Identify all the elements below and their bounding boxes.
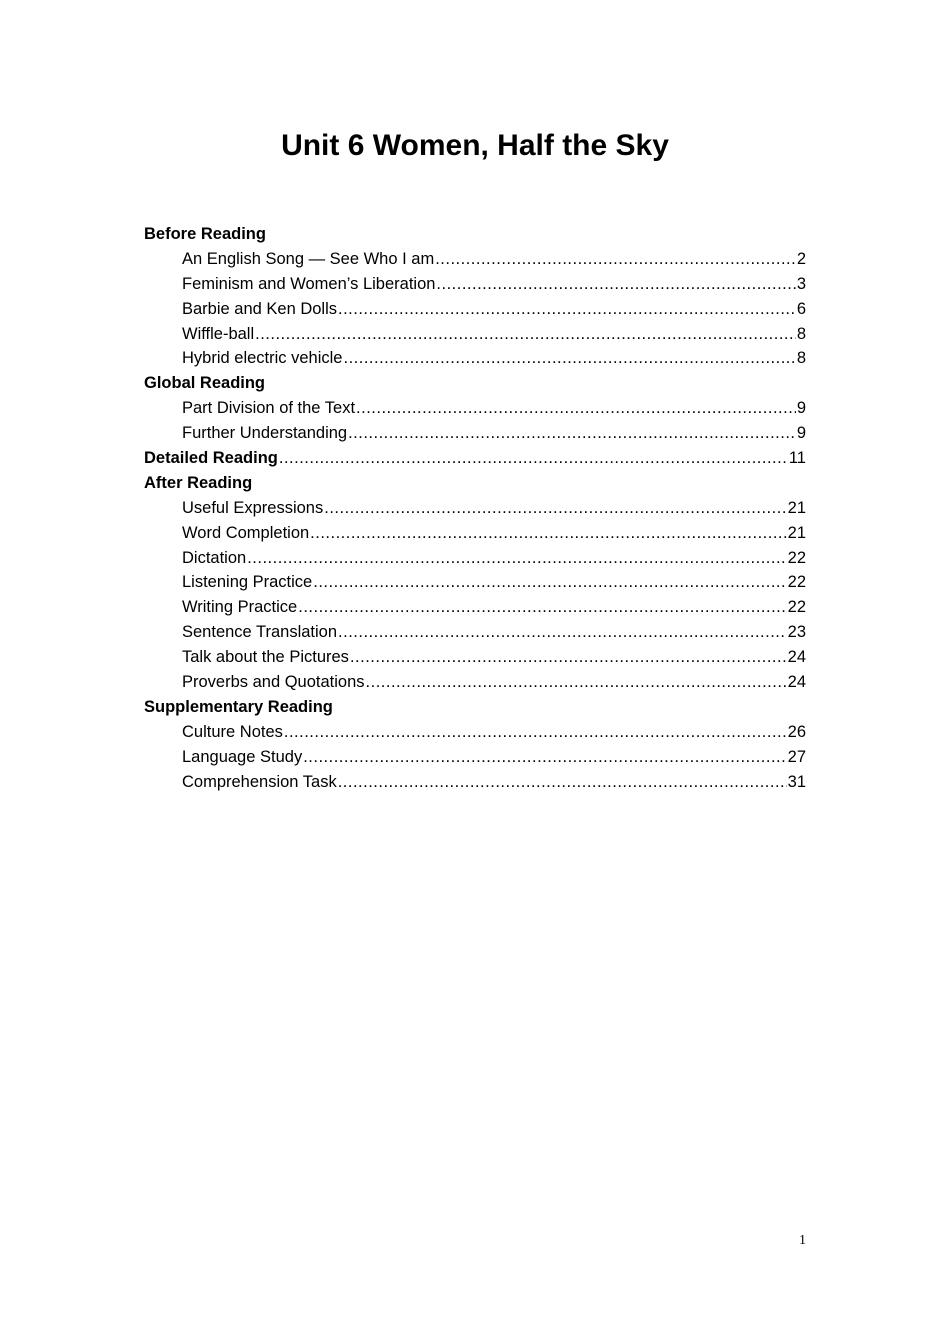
toc-dot-leader bbox=[298, 595, 786, 620]
toc-entry-title: Useful Expressions bbox=[182, 498, 324, 517]
toc-entry-title: Part Division of the Text bbox=[182, 399, 356, 418]
toc-section-heading bbox=[144, 446, 806, 471]
toc-entry-title: Sentence Translation bbox=[182, 623, 338, 642]
toc-dot-leader bbox=[435, 247, 796, 272]
toc-entry bbox=[144, 396, 806, 421]
toc-dot-leader bbox=[247, 546, 786, 571]
toc-dot-leader bbox=[303, 745, 786, 770]
toc-page-number: 2 bbox=[796, 249, 806, 268]
toc-entry-title: Wiffle-ball bbox=[182, 324, 255, 343]
toc-entry bbox=[144, 272, 806, 297]
toc-page-number: 24 bbox=[787, 673, 806, 692]
toc-page-number: 22 bbox=[787, 598, 806, 617]
toc-entry bbox=[144, 645, 806, 670]
toc-page-number: 8 bbox=[796, 349, 806, 368]
toc-dot-leader bbox=[284, 720, 787, 745]
toc-entry-title: Barbie and Ken Dolls bbox=[182, 299, 338, 318]
toc-entry bbox=[144, 322, 806, 347]
toc-dot-leader bbox=[356, 396, 796, 421]
toc-entry-title: Detailed Reading bbox=[144, 449, 278, 468]
toc-entry bbox=[144, 546, 806, 571]
toc-entry-title: Hybrid electric vehicle bbox=[182, 349, 343, 368]
toc-page-number: 24 bbox=[787, 648, 806, 667]
toc-dot-leader bbox=[343, 346, 795, 371]
table-of-contents bbox=[144, 222, 806, 794]
toc-entry bbox=[144, 247, 806, 272]
toc-dot-leader bbox=[366, 670, 787, 695]
toc-dot-leader bbox=[279, 446, 788, 471]
toc-entry-title: Listening Practice bbox=[182, 573, 313, 592]
toc-entry-title: Supplementary Reading bbox=[144, 697, 333, 716]
toc-page-number: 3 bbox=[796, 274, 806, 293]
toc-section-heading bbox=[144, 222, 806, 247]
toc-entry-title: An English Song — See Who I am bbox=[182, 249, 435, 268]
toc-dot-leader bbox=[313, 570, 786, 595]
toc-entry bbox=[144, 720, 806, 745]
toc-entry-title: Comprehension Task bbox=[182, 772, 337, 791]
toc-entry-title: Feminism and Women’s Liberation bbox=[182, 274, 436, 293]
toc-page-number: 9 bbox=[796, 424, 806, 443]
toc-dot-leader bbox=[348, 421, 796, 446]
toc-entry bbox=[144, 346, 806, 371]
page-title: Unit 6 Women, Half the Sky bbox=[281, 129, 669, 162]
toc-entry-title: Talk about the Pictures bbox=[182, 648, 349, 667]
toc-page-number: 6 bbox=[796, 299, 806, 318]
toc-dot-leader bbox=[324, 496, 786, 521]
toc-dot-leader bbox=[436, 272, 795, 297]
toc-page-number: 23 bbox=[787, 623, 806, 642]
toc-entry-title: Language Study bbox=[182, 747, 303, 766]
toc-entry-title: Proverbs and Quotations bbox=[182, 673, 365, 692]
toc-page-number: 22 bbox=[787, 573, 806, 592]
page-number: 1 bbox=[799, 1233, 806, 1248]
toc-page-number: 21 bbox=[787, 523, 806, 542]
toc-page-number: 9 bbox=[796, 399, 806, 418]
toc-dot-leader bbox=[310, 521, 786, 546]
toc-entry bbox=[144, 620, 806, 645]
toc-page-number: 31 bbox=[787, 772, 806, 791]
toc-section-heading bbox=[144, 471, 806, 496]
toc-page-number: 27 bbox=[787, 747, 806, 766]
toc-dot-leader bbox=[338, 770, 787, 795]
toc-entry bbox=[144, 496, 806, 521]
toc-entry-title: Before Reading bbox=[144, 225, 266, 243]
toc-entry-title: Global Reading bbox=[144, 374, 266, 393]
toc-dot-leader bbox=[338, 620, 787, 645]
toc-entry-title: Word Completion bbox=[182, 523, 310, 542]
toc-entry-title: Writing Practice bbox=[182, 598, 298, 617]
toc-entry-title: Further Understanding bbox=[182, 424, 348, 443]
toc-page-number: 22 bbox=[787, 548, 806, 567]
toc-entry bbox=[144, 297, 806, 322]
toc-entry bbox=[144, 421, 806, 446]
toc-entry bbox=[144, 770, 806, 795]
toc-dot-leader bbox=[350, 645, 787, 670]
toc-entry-title: Dictation bbox=[182, 548, 247, 567]
toc-page-number: 8 bbox=[796, 324, 806, 343]
toc-page-number: 21 bbox=[787, 498, 806, 517]
toc-page-number: 26 bbox=[787, 722, 806, 741]
toc-entry bbox=[144, 521, 806, 546]
toc-entry-title: After Reading bbox=[144, 473, 253, 492]
toc-entry bbox=[144, 570, 806, 595]
toc-entry bbox=[144, 670, 806, 695]
toc-entry bbox=[144, 745, 806, 770]
toc-dot-leader bbox=[338, 297, 796, 322]
toc-section-heading bbox=[144, 371, 806, 396]
toc-entry-title: Culture Notes bbox=[182, 722, 283, 741]
toc-section-heading bbox=[144, 695, 806, 720]
toc-page-number: 11 bbox=[788, 449, 806, 468]
toc-dot-leader bbox=[255, 322, 796, 347]
toc-entry bbox=[144, 595, 806, 620]
